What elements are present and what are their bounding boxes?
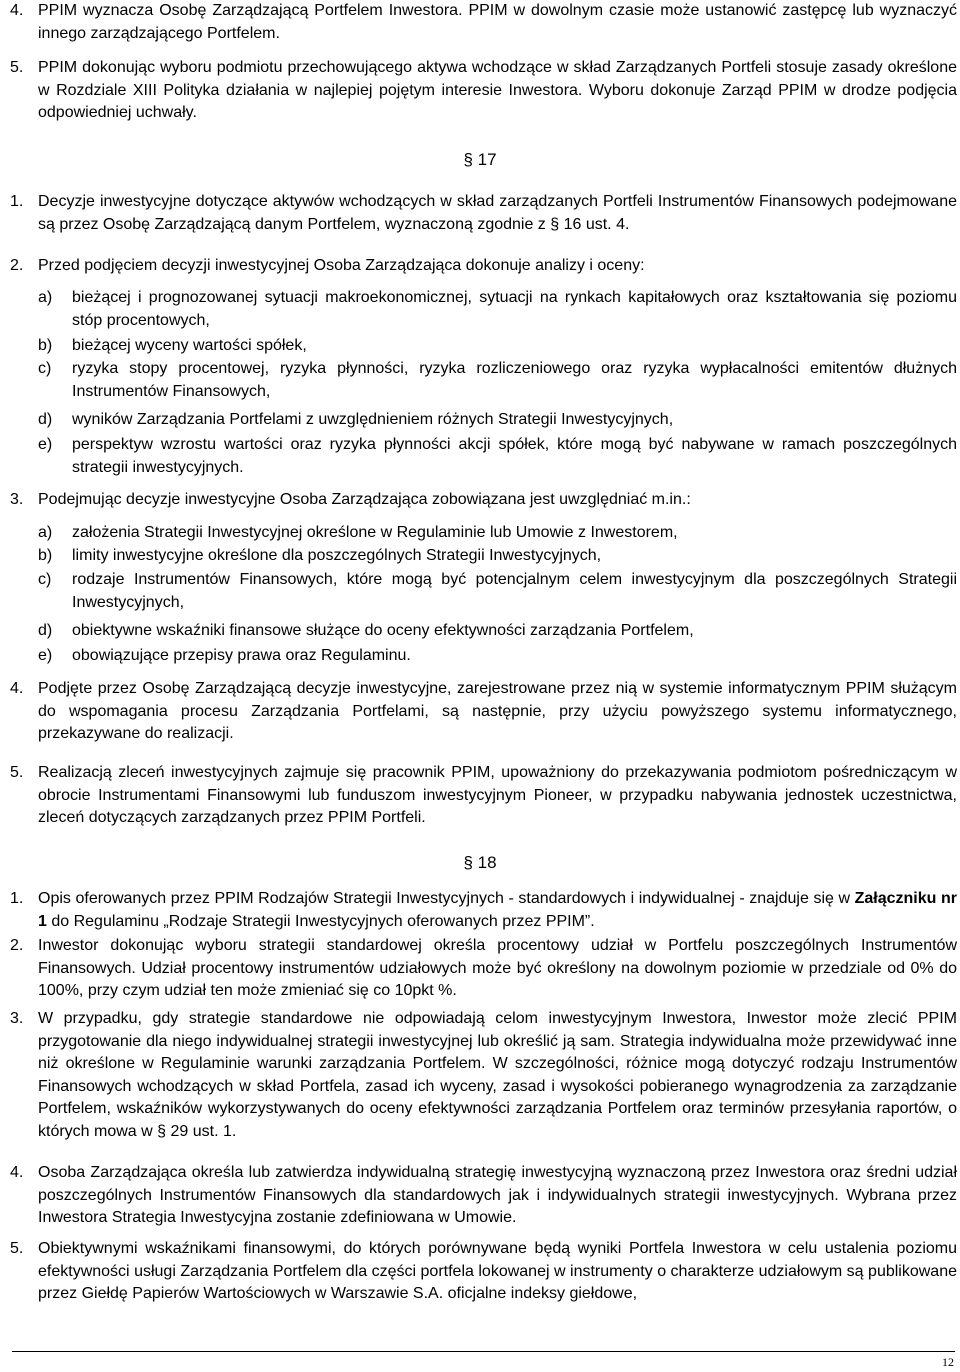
s17-p3-item-b [38, 545, 957, 568]
paragraph-number: 2. [10, 937, 24, 954]
list-letter: b) [38, 337, 53, 354]
list-item-text: bieżącej i prognozowanej sytuacji makroekonomicznej, sytuacji na rynkach kapitałowych oraz kształtowania się poziomu stóp procentowych, [72, 289, 957, 329]
paragraph-4 [10, 0, 957, 45]
list-item-text: wyników Zarządzania Portfelami z uwzględnieniem różnych Strategii Inwestycyjnych, [72, 411, 674, 428]
paragraph-text: Podejmując decyzje inwestycyjne Osoba Zarządzająca zobowiązana jest uwzględniać m.in.: [38, 491, 691, 508]
paragraph-number: 3. [10, 491, 24, 508]
paragraph-text: Przed podjęciem decyzji inwestycyjnej Osoba Zarządzająca dokonuje analizy i oceny: [38, 257, 645, 274]
s17-paragraph-3 [10, 489, 957, 512]
list-letter: d) [38, 411, 53, 428]
paragraph-text: Obiektywnymi wskaźnikami finansowymi, do których porównywane będą wyniki Portfela Inwestora w celu ustalenia poziomu efektywności usługi Zarządzania Portfelem dla części portfela lokowanej w instrumenty o charakterze udziałowym są publikowane przez Giełdę Papierów Wartościowych w Warszawie S.A. oficjalne indeksy giełdowe, [38, 1240, 957, 1302]
list-letter: c) [38, 360, 52, 377]
s17-p3-item-c [38, 569, 957, 614]
paragraph-text-end: do Regulaminu „Rodzaje Strategii Inwestycyjnych oferowanych przez PPIM”. [46, 912, 595, 930]
paragraph-text: PPIM wyznacza Osobę Zarządzającą Portfelem Inwestora. PPIM w dowolnym czasie może ustanowić zastępcę lub wyznaczyć innego zarządzającego Portfelem. [38, 2, 957, 42]
paragraph-number: 2. [10, 257, 24, 274]
paragraph-text-start: Opis oferowanych przez PPIM Rodzajów Strategii Inwestycyjnych - standardowych i indywidualnej - znajduje się w [38, 890, 855, 907]
s18-paragraph-3 [10, 1008, 957, 1166]
paragraph-text: PPIM dokonując wyboru podmiotu przechowującego aktywa wchodzące w skład Zarządzanych Portfeli stosuje zasady określone w Rozdziale XIII Polityka działania w najlepiej pojętym interesie Inwestora. Wyboru dokonuje Zarząd PPIM w drodze podjęcia odpowiedniej uchwały. [38, 59, 957, 121]
paragraph-text: Osoba Zarządzająca określa lub zatwierdza indywidualną strategię inwestycyjną wyznaczoną przez Inwestora oraz średni udział poszczególnych Instrumentów Finansowych dla standardowych jak i indywidualnych strategii inwestycyjnych. Wybrana przez Inwestora Strategia Inwestycyjna zostanie zdefiniowana w Umowie. [38, 1164, 957, 1226]
paragraph-text: Decyzje inwestycyjne dotyczące aktywów wchodzących w skład zarządzanych Portfeli Instrumentów Finansowych podejmowane są przez Osobę Zarządzającą danym Portfelem, wyznaczoną zgodnie z § 16 ust. 4. [38, 193, 957, 233]
page-number: 12 [942, 1355, 954, 1369]
list-item-text: perspektyw wzrostu wartości oraz ryzyka płynności akcji spółek, które mogą być nabywane w ramach poszczególnych strategii inwestycyjnych. [72, 436, 957, 476]
paragraph-number: 4. [10, 2, 24, 19]
list-item-text: obiektywne wskaźniki finansowe służące do oceny efektywności zarządzania Portfelem, [72, 622, 694, 639]
s18-paragraph-1 [10, 888, 957, 933]
s17-paragraph-5 [10, 762, 957, 830]
paragraph-number: 1. [10, 193, 24, 210]
list-item-text: rodzaje Instrumentów Finansowych, które mogą być potencjalnym celem inwestycyjnym dla poszczególnych Strategii Inwestycyjnych, [72, 571, 957, 611]
s18-paragraph-4 [10, 1162, 957, 1230]
s18-paragraph-5 [10, 1238, 957, 1306]
attachment-reference: Załączniku nr 1 [38, 890, 957, 930]
list-letter: a) [38, 289, 53, 306]
list-letter: e) [38, 647, 53, 664]
list-item-text: ryzyka stopy procentowej, ryzyka płynności, ryzyka rozliczeniowego oraz ryzyka wypłacalności emitentów dłużnych Instrumentów Finansowych, [72, 360, 957, 400]
paragraph-number: 4. [10, 680, 24, 697]
list-letter: e) [38, 436, 53, 453]
s17-paragraph-2 [10, 255, 957, 278]
s18-paragraph-2 [10, 935, 957, 1003]
s17-p2-item-a [38, 287, 957, 332]
s17-p3-item-a [38, 522, 957, 545]
paragraph-number: 3. [10, 1010, 24, 1027]
list-item-text: bieżącej wyceny wartości spółek, [72, 337, 307, 354]
section-18-title: § 18 [463, 853, 497, 872]
section-17-title: § 17 [463, 150, 497, 169]
list-letter: b) [38, 547, 53, 564]
paragraph-text: Podjęte przez Osobę Zarządzającą decyzje inwestycyjne, zarejestrowane przez nią w systemie informatycznym PPIM służącym do wspomagania procesu Zarządzania Portfelami, są następnie, przy użyciu powyższego systemu informatycznego, przekazywane do realizacji. [38, 680, 957, 742]
paragraph-number: 5. [10, 764, 24, 781]
list-letter: a) [38, 524, 53, 541]
list-item-text: limity inwestycyjne określone dla poszczególnych Strategii Inwestycyjnych, [72, 547, 602, 564]
paragraph-text [38, 888, 957, 933]
list-item-text: założenia Strategii Inwestycyjnej określone w Regulaminie lub Umowie z Inwestorem, [72, 524, 678, 541]
paragraph-number: 1. [10, 890, 24, 907]
paragraph-number: 5. [10, 1240, 24, 1257]
list-item-text: obowiązujące przepisy prawa oraz Regulaminu. [72, 647, 411, 664]
s17-p3-item-e [38, 645, 957, 668]
list-letter: d) [38, 622, 53, 639]
paragraph-text: Realizacją zleceń inwestycyjnych zajmuje się pracownik PPIM, upoważniony do przekazywania podmiotom pośredniczącym w obrocie Instrumentami Finansowymi lub funduszom inwestycyjnym Pioneer, w przypadku nabywania jednostek uczestnictwa, zleceń dotyczących zarządzanych przez PPIM Portfeli. [38, 764, 957, 826]
s17-p2-item-e [38, 434, 957, 479]
s17-paragraph-1 [10, 191, 957, 236]
s17-p2-item-b [38, 335, 957, 358]
s17-p3-item-d [38, 620, 957, 643]
paragraph-text: W przypadku, gdy strategie standardowe nie odpowiadają celom inwestycyjnym Inwestora, Inwestor może zlecić PPIM przygotowanie dla niego indywidualnej strategii inwestycyjnej lub określić ją sam. Strategia indywidualna może przewidywać inne niż określone w Regulaminie warunki zarządzania Portfelem. W szczególności, różnice mogą dotyczyć rodzaju Instrumentów Finansowych wchodzących w skład Portfela, zasad ich wyceny, zasad i wysokości pobieranego wynagrodzenia za zarządzanie Portfelem, wskaźników wykorzystywanych do oceny efektywności zarządzania Portfelem oraz terminów przesyłania raportów, o których mowa w § 29 ust. 1. [38, 1010, 957, 1140]
s17-p2-item-d [38, 409, 957, 432]
paragraph-number: 4. [10, 1164, 24, 1181]
paragraph-5 [10, 57, 957, 147]
footer-divider [12, 1351, 955, 1352]
paragraph-number: 5. [10, 59, 24, 76]
list-letter: c) [38, 571, 52, 588]
s17-paragraph-4 [10, 678, 957, 746]
s17-p2-item-c [38, 358, 957, 403]
paragraph-text: Inwestor dokonując wyboru strategii standardowej określa procentowy udział w Portfelu poszczególnych Instrumentów Finansowych. Udział procentowy instrumentów udziałowych może być określony na dowolnym poziomie w przedziale od 0% do 100%, przy czym udział ten może zmieniać się co 10pkt %. [38, 937, 957, 999]
